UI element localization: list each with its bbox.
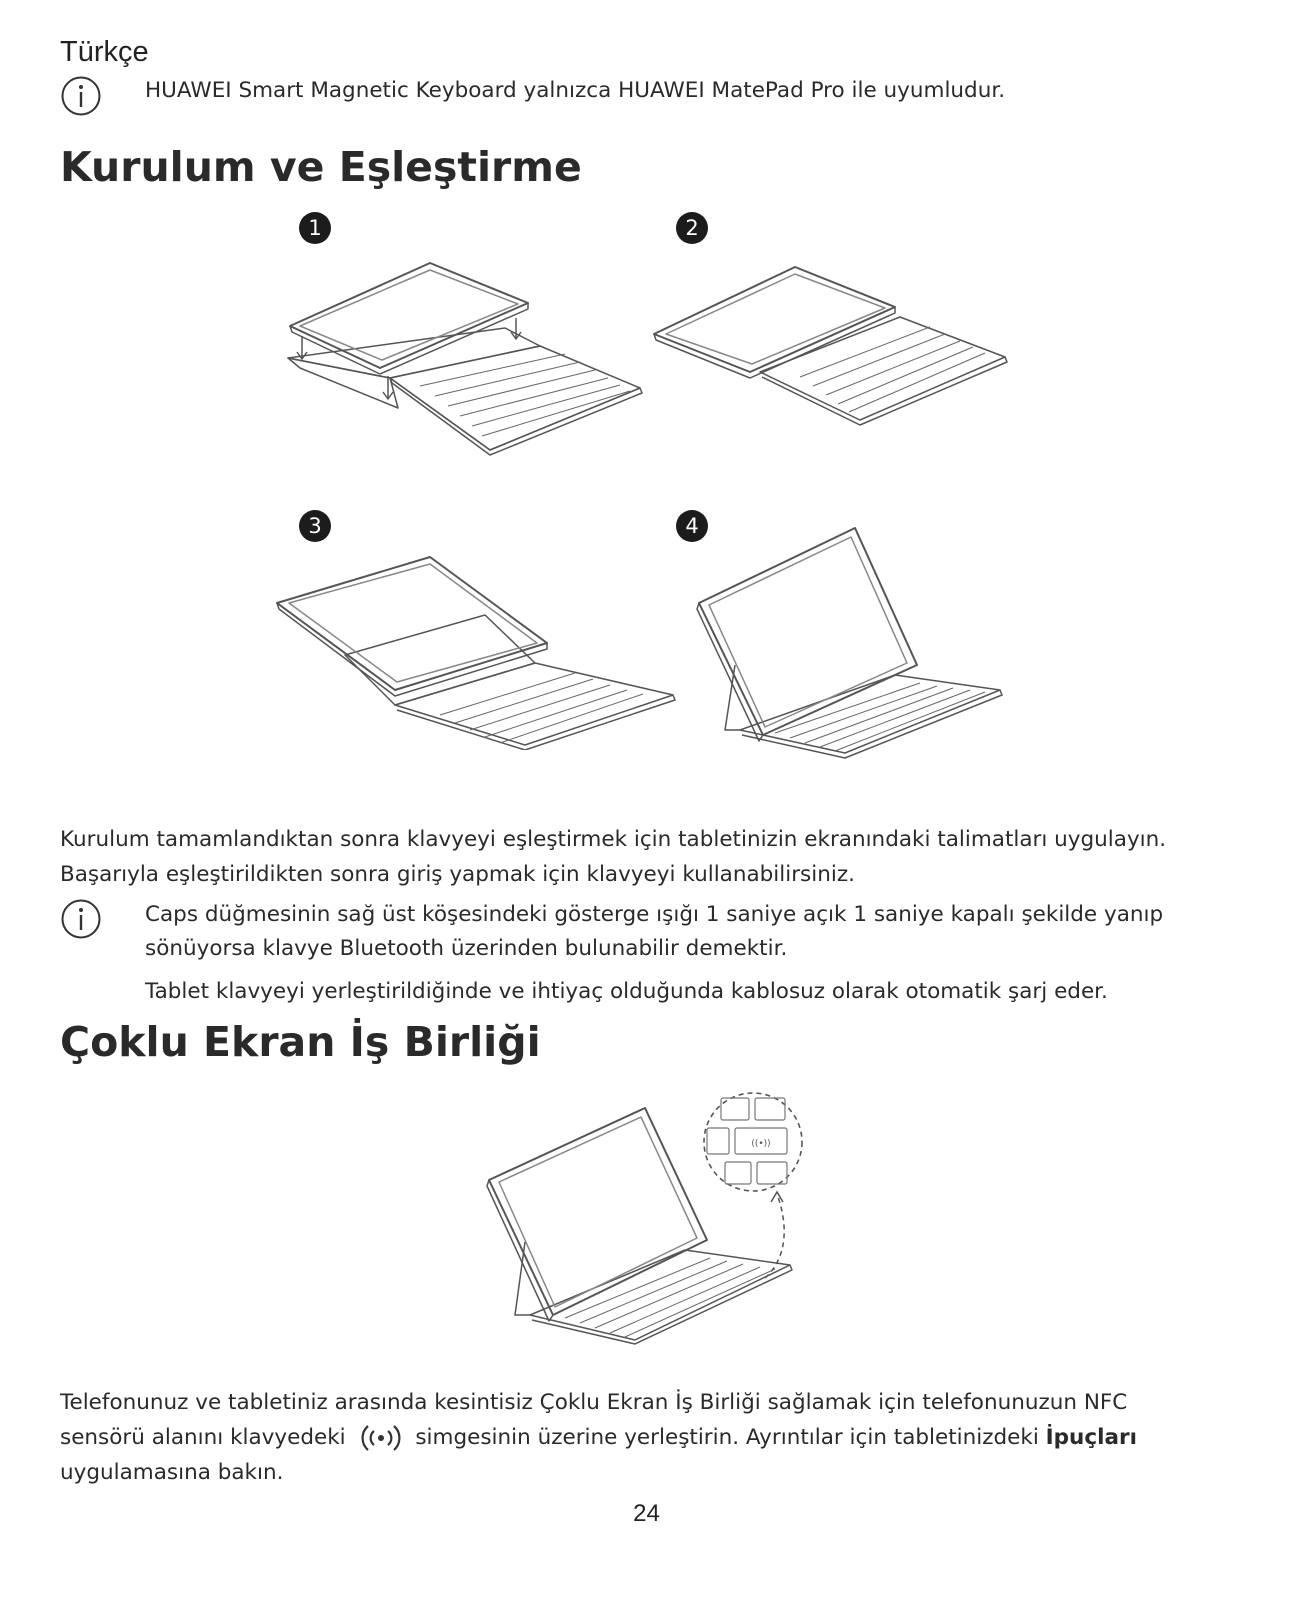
multiscreen-paragraph-line-3: uygulamasına bakın.: [60, 1460, 284, 1485]
bluetooth-note-line-1: Caps düğmesinin sağ üst köşesindeki gösterge ışığı 1 saniye açık 1 saniye kapalı şekilde yanıp: [145, 902, 1164, 927]
step-3-illustration: [275, 555, 680, 750]
section-title-setup: Kurulum ve Eşleştirme: [60, 143, 582, 191]
setup-paragraph-line-1: Kurulum tamamlandıktan sonra klavyeyi eşleştirmek için tabletinizin ekranındaki talimatları uygulayın.: [60, 827, 1167, 852]
step-4-illustration: [695, 525, 1005, 760]
multiscreen-illustration: [485, 1090, 810, 1345]
bluetooth-note-line-2: sönüyorsa klavye Bluetooth üzerinden bulunabilir demektir.: [145, 936, 788, 961]
compatibility-note: HUAWEI Smart Magnetic Keyboard yalnızca HUAWEI MatePad Pro ile uyumludur.: [145, 78, 1006, 103]
step-badge-1: [298, 211, 332, 245]
page-number: 24: [633, 1500, 660, 1527]
multiscreen-paragraph-line-2: [60, 1420, 1137, 1455]
svg-text:3: 3: [308, 514, 322, 538]
svg-text:2: 2: [685, 216, 699, 240]
step-2-illustration: [650, 262, 1015, 432]
svg-text:1: 1: [308, 216, 322, 240]
language-label: Türkçe: [60, 36, 149, 68]
step-badge-2: [675, 211, 709, 245]
nfc-icon: [359, 1423, 403, 1453]
section-title-multiscreen: Çoklu Ekran İş Birliği: [60, 1018, 541, 1066]
setup-paragraph-line-2: Başarıyla eşleştirildikten sonra giriş yapmak için klavyeyi kullanabilirsiniz.: [60, 862, 855, 887]
info-icon: [60, 75, 102, 117]
multiscreen-text-pre: sensörü alanını klavyedeki: [60, 1425, 346, 1450]
charging-note: Tablet klavyeyi yerleştirildiğinde ve ihtiyaç olduğunda kablosuz olarak otomatik şarj eder.: [145, 979, 1108, 1004]
multiscreen-text-post: simgesinin üzerine yerleştirin. Ayrıntılar için tabletinizdeki: [415, 1425, 1039, 1450]
step-1-illustration: [280, 258, 650, 458]
step-badge-3: [298, 509, 332, 543]
info-icon: [60, 898, 102, 940]
svg-text:4: 4: [685, 514, 699, 538]
svg-text:((•)): ((•)): [751, 1139, 771, 1149]
multiscreen-paragraph-line-1: Telefonunuz ve tabletiniz arasında kesintisiz Çoklu Ekran İş Birliği sağlamak için telefonunuzun NFC: [60, 1390, 1128, 1415]
tips-app-name: İpuçları: [1045, 1425, 1137, 1450]
